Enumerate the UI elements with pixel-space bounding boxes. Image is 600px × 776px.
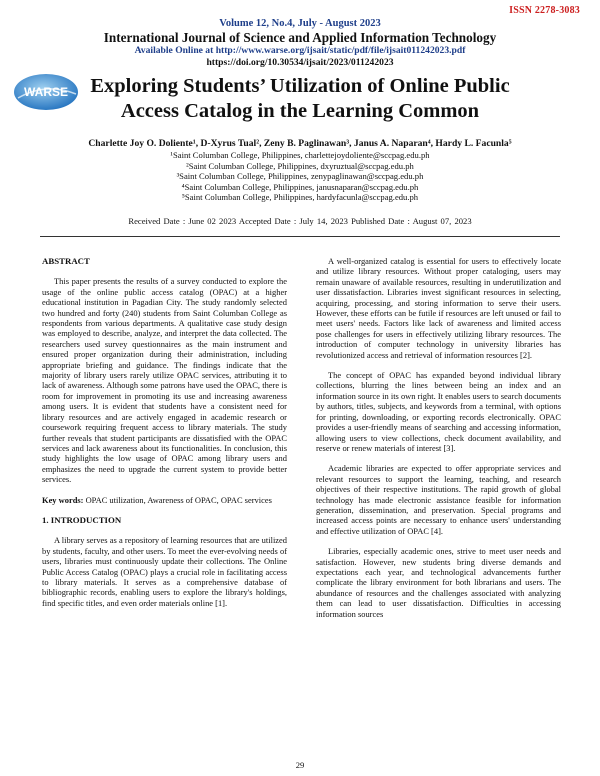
available-online-link[interactable]: Available Online at http://www.warse.org/ijsait/static/pdf/file/ijsait011242023.pdf — [134, 45, 466, 56]
affiliation-3: ³Saint Columban College, Philippines, zenypaglinawan@sccpag.edu.ph — [176, 171, 424, 182]
author-list: Charlette Joy O. Doliente¹, D-Xyrus Tual², Zeny B. Paglinawan³, Janus A. Naparan⁴, Hardy L. Facunla⁵ — [88, 138, 512, 149]
paper-title — [0, 74, 600, 124]
right-column — [316, 256, 561, 629]
left-column — [42, 256, 287, 618]
introduction-heading: 1. INTRODUCTION — [42, 514, 122, 525]
keywords-text: OPAC utilization, Awareness of OPAC, OPAC services — [83, 494, 272, 505]
title-line-1: Exploring Students’ Utilization of Online Public — [90, 75, 510, 97]
body-paragraph-2: The concept of OPAC has expanded beyond individual library collections, blurring the lines between being an index and an information source in its own right. It enables users to search documents by authors, titles, subjects, and keywords from a terminal, with options for printing, downloading, or exporting records electronically. OPAC provides a user-friendly means of searching and accessing information, allowing users to view collections, check document availability, and reserve or renew materials of interest [3]. — [316, 370, 561, 453]
affiliation-5: ⁵Saint Columban College, Philippines, hardyfacunla@sccpag.edu.ph — [181, 192, 419, 203]
body-paragraph-4: Libraries, especially academic ones, strive to meet user needs and satisfaction. However, new students bring diverse demands and expectations each year, and technological advancements further complicate the library environment for both librarians and users. The abundance of resources and the challenges associated with analyzing them can lead to user dissatisfaction. Difficulties in accessing information sources — [316, 546, 561, 619]
publication-dates: Received Date : June 02 2023 Accepted Date : July 14, 2023 Published Date : August 07, 2023 — [128, 216, 472, 226]
body-paragraph-1: A well-organized catalog is essential for users to effectively locate and utilize library resources. Without proper cataloging, users may remain unaware of available resources, resulting in underutilization and user dissatisfaction. Libraries invest significant resources in selecting, acquiring, processing, and storing information to serve their users. However, these efforts can be futile if resources are left unused or fail to meet users' needs. Factors like lack of awareness and limited access pose challenges for users in effectively utilizing library resources. The introduction of computer technology in university libraries has revolutionized access and retrieval of information resources [2]. — [316, 256, 561, 360]
logo-text: WARSE — [23, 85, 69, 99]
page-number: 29 — [295, 760, 305, 770]
keywords-label: Key words: — [42, 494, 84, 505]
affiliation-1: ¹Saint Columban College, Philippines, charlettejoydoliente@sccpag.edu.ph — [170, 150, 430, 160]
abstract-heading: ABSTRACT — [42, 256, 90, 266]
affiliation-4: ⁴Saint Columban College, Philippines, janusnaparan@sccpag.edu.ph — [181, 181, 419, 192]
header-divider — [40, 236, 560, 237]
journal-name: International Journal of Science and Applied Information Technology — [103, 30, 497, 45]
intro-paragraph-1: A library serves as a repository of learning resources that are utilized by students, faculty, and other users. To meet the ever-evolving needs of users, libraries must continuously update their collections. The Online Public Access Catalog (OPAC) plays a crucial role in facilitating access to library materials. It serves as a comprehensive database of bibliographic records, enabling users to explore the library's holdings, find specific titles, and even order materials online [1]. — [42, 535, 287, 608]
issn-label: ISSN 2278-3083 — [509, 5, 580, 16]
keywords — [42, 495, 287, 505]
doi-link[interactable]: https://doi.org/10.30534/ijsait/2023/011242023 — [206, 57, 394, 68]
affiliations — [0, 150, 600, 203]
journal-volume: Volume 12, No.4, July - August 2023 — [219, 18, 381, 29]
affiliation-2: ²Saint Columban College, Philippines, dxyruztual@sccpag.edu.ph — [186, 160, 414, 171]
abstract-text: This paper presents the results of a survey conducted to explore the usage of the online public access catalog (OPAC) at a higher educational institution in Pagadian City. The study randomly selected two hundred and forty (240) students from Saint Columban College as respondents from various departments. A qualitative case study design was employed to describe, analyze, and interpret the data collected. The researchers used survey questionnaires as the main instrument and ensured proper organization during their administration, including appropriate briefing and guidance. The findings indicate that the majority of library users rarely utilize OPAC services, attributing it to lack of awareness. Although some patrons have used the OPAC, there is room for improvement in promoting its use and increasing awareness among users. It is evident that students have a consistent need for library resources and are actively engaged in academic research or coursework requiring frequent access to library materials. The study further reveals that student participants are dissatisfied with the OPAC services and lack awareness about its functionalities. In conclusion, this study highlights the low usage of OPAC among library users and emphasizes the need to upgrade the current system to provide better services. — [42, 276, 287, 485]
title-line-2: Access Catalog in the Learning Common — [120, 100, 480, 122]
body-paragraph-3: Academic libraries are expected to offer appropriate services and relevant resources to support the learning, teaching, and research objectives of their respective institutions. The rapid growth of global technology has made electronic assistance feasible for information generation, dissemination, and preservation. Special programs and increased access points are necessary to enhance users' understanding and effective utilization of OPAC [4]. — [316, 463, 561, 536]
